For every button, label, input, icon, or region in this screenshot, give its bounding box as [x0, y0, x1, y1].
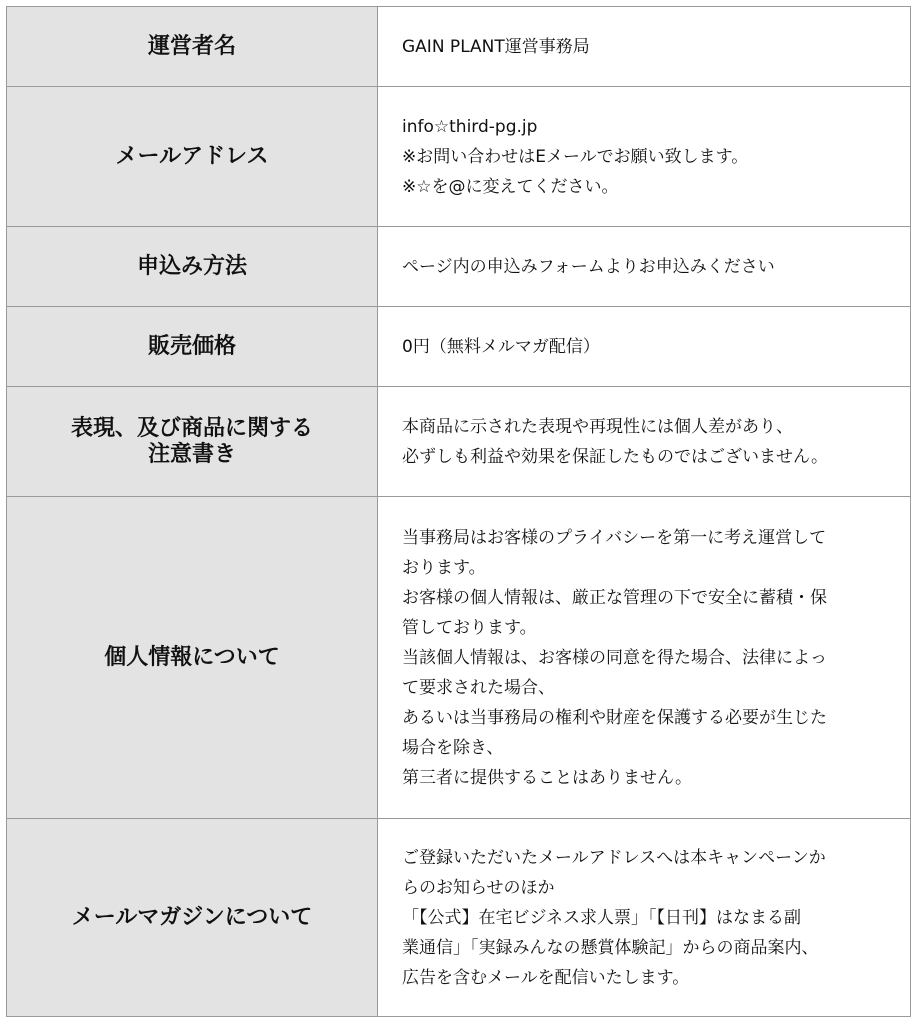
label-text: 運営者名: [147, 33, 236, 59]
table-row: [7, 87, 911, 227]
table-row: [7, 819, 911, 1017]
table-row: [7, 227, 911, 307]
row-value-price: [378, 307, 911, 387]
value-line: ※☆を@に変えてください。: [402, 176, 619, 197]
table-row: [7, 387, 911, 497]
value-line: 当該個人情報は、お客様の同意を得た場合、法律によっ: [402, 647, 827, 668]
row-value-newsletter: [378, 819, 911, 1017]
row-label-price: [7, 307, 378, 387]
row-value-privacy: [378, 497, 911, 819]
value-line: ページ内の申込みフォームよりお申込みください: [402, 256, 775, 277]
value-line: て要求された場合、: [402, 677, 555, 698]
row-value-email: [378, 87, 911, 227]
value-line: あるいは当事務局の権利や財産を保護する必要が生じた: [402, 707, 827, 728]
value-line: 0円（無料メルマガ配信）: [402, 336, 600, 357]
label-text: 注意書き: [147, 441, 236, 467]
label-text: メールマガジンについて: [71, 904, 313, 930]
value-line: お客様の個人情報は、厳正な管理の下で安全に蓄積・保: [402, 587, 827, 608]
row-label-newsletter: [7, 819, 378, 1017]
row-label-privacy: [7, 497, 378, 819]
value-line: 場合を除き、: [402, 737, 504, 758]
value-line: 「【公式】在宅ビジネス求人票」「【日刊】はなまる副: [402, 907, 801, 928]
value-line: 第三者に提供することはありません。: [402, 767, 693, 788]
value-line: info☆third-pg.jp: [402, 116, 538, 137]
value-line: 本商品に示された表現や再現性には個人差があり、: [402, 416, 793, 437]
label-text: メールアドレス: [115, 143, 269, 169]
value-line: 必ずしも利益や効果を保証したものではございません。: [402, 446, 829, 467]
value-line: 当事務局はお客様のプライバシーを第一に考え運営して: [402, 527, 827, 548]
row-value-operator: [378, 7, 911, 87]
label-text: 表現、及び商品に関する: [70, 415, 313, 441]
row-label-disclaimer: [7, 387, 378, 497]
label-text: 販売価格: [147, 333, 236, 359]
table-row: [7, 7, 911, 87]
row-label-operator: [7, 7, 378, 87]
info-table: [6, 6, 911, 1017]
value-line: らのお知らせのほか: [402, 877, 555, 898]
row-label-email: [7, 87, 378, 227]
label-text: 個人情報について: [104, 644, 280, 670]
table-row: [7, 497, 911, 819]
row-value-disclaimer: [378, 387, 911, 497]
value-line: 管しております。: [402, 617, 537, 638]
value-line: ※お問い合わせはEメールでお願い致します。: [402, 146, 749, 167]
value-line: GAIN PLANT運営事務局: [402, 36, 590, 57]
value-line: ご登録いただいたメールアドレスへは本キャンペーンか: [402, 847, 826, 868]
row-value-apply: [378, 227, 911, 307]
row-label-apply: [7, 227, 378, 307]
table-row: [7, 307, 911, 387]
value-line: 業通信」「実録みんなの懸賞体験記」からの商品案内、: [402, 937, 819, 958]
value-line: 広告を含むメールを配信いたします。: [402, 967, 690, 988]
label-text: 申込み方法: [136, 253, 247, 279]
value-line: おります。: [402, 557, 486, 578]
